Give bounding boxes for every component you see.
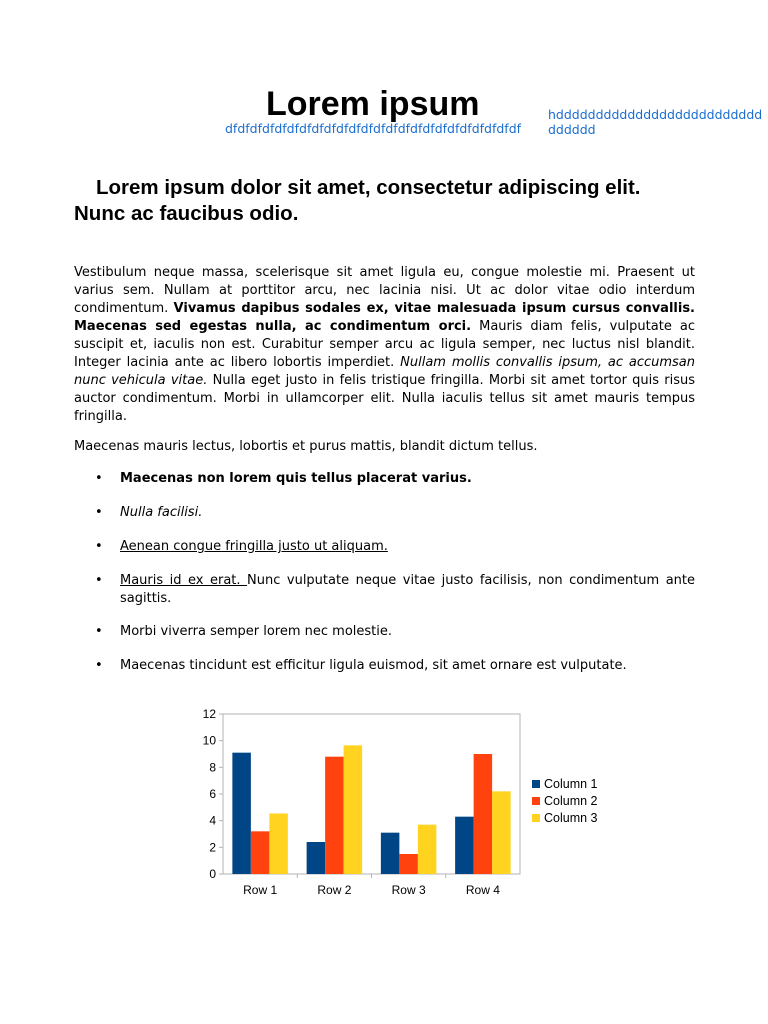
list-item — [74, 572, 695, 608]
bullet-icon: • — [95, 658, 103, 673]
paragraph-1 — [74, 264, 695, 426]
subtitle-right: hdddddddddddddddddddddddddddddddd — [548, 107, 763, 137]
bar — [474, 754, 493, 874]
y-tick-label: 6 — [209, 787, 216, 801]
paragraph-1-text-a: Vestibulum neque massa, scelerisque sit amet ligula eu, congue molestie mi. Praesent ut varius sem. Nullam at porttitor arcu, nec lacinia nisi. Ut ac dolor vitae odio interdum condimentum. — [74, 265, 695, 316]
paragraph-1-text-c: Nulla eget justo in felis tristique fringilla. Morbi sit amet tortor quis risus auctor condimentum. Morbi in ullamcorper elit. Nulla iaculis tellus sit amet mauris tempus fringilla. — [74, 373, 696, 424]
bullet-icon: • — [95, 539, 103, 554]
list-item — [74, 470, 695, 488]
bullet-icon: • — [95, 573, 103, 588]
bar — [455, 817, 474, 874]
y-tick-label: 10 — [202, 733, 216, 748]
bar — [399, 854, 418, 874]
y-tick-label: 2 — [209, 840, 216, 855]
document-heading: Lorem ipsum dolor sit amet, consectetur adipiscing elit. Nunc ac faucibus odio. — [74, 176, 641, 225]
bullet-icon: • — [95, 624, 103, 639]
list-item-text: Maecenas tincidunt est efficitur ligula euismod, sit amet ornare est vulputate. — [120, 658, 627, 673]
paragraph-1-text-b: Mauris diam felis, vulputate ac suscipit et, iaculis non est. Curabitur semper arcu ac ligula semper, nec luctus nisl blandit. Integer lacinia ante ac libero lobortis imperdiet. — [74, 319, 695, 370]
bar — [307, 842, 326, 874]
bar — [344, 745, 363, 874]
list-item — [74, 657, 695, 675]
bullet-list — [74, 470, 695, 691]
paragraph-2: Maecenas mauris lectus, lobortis et purus mattis, blandit dictum tellus. — [74, 439, 538, 454]
y-tick-label: 8 — [209, 760, 216, 775]
bar — [492, 791, 511, 874]
list-item — [74, 538, 695, 556]
legend-label: Column 2 — [544, 794, 598, 808]
list-item — [74, 623, 695, 641]
bar-chart — [190, 700, 630, 905]
y-tick-label: 12 — [202, 707, 216, 721]
bar — [381, 833, 400, 874]
document-title: Lorem ipsum — [266, 85, 480, 123]
x-tick-label: Row 4 — [465, 883, 500, 897]
list-item-text: Aenean congue fringilla justo ut aliquam. — [120, 539, 388, 554]
list-item-text: Morbi viverra semper lorem nec molestie. — [120, 624, 393, 639]
paragraph-1-italic: Nullam mollis convallis ipsum, ac accumsan nunc vehicula vitae. — [74, 355, 695, 388]
list-item-underlined: Mauris id ex erat. — [120, 573, 248, 588]
bullet-icon: • — [95, 505, 103, 520]
bullet-icon: • — [95, 471, 103, 486]
list-item-text: Maecenas non lorem quis tellus placerat varius. — [120, 471, 472, 486]
paragraph-1-bold: Vivamus dapibus sodales ex, vitae malesuada ipsum cursus convallis. Maecenas sed egestas nulla, ac condimentum orci. — [74, 301, 695, 334]
bar — [325, 757, 344, 874]
x-tick-label: Row 1 — [243, 883, 278, 897]
bar — [418, 825, 437, 874]
x-tick-label: Row 2 — [317, 883, 352, 897]
bar — [232, 753, 251, 874]
subtitle-left: dfdfdfdfdfdfdfdfdfdfdfdfdfdfdfdfdfdfdfdfdfdfdfdf — [225, 121, 522, 136]
y-tick-label: 4 — [209, 813, 216, 828]
y-tick-label: 0 — [209, 867, 216, 881]
list-item-text: Nunc vulputate neque vitae justo facilisis, non condimentum ante sagittis. — [120, 573, 696, 606]
bar — [269, 813, 288, 874]
legend-swatch — [532, 797, 540, 805]
bar — [251, 831, 270, 874]
list-item — [74, 504, 695, 522]
legend-label: Column 1 — [544, 777, 598, 791]
legend-label: Column 3 — [544, 811, 598, 825]
legend-swatch — [532, 780, 540, 788]
legend-swatch — [532, 814, 540, 822]
list-item-text: Nulla facilisi. — [120, 505, 203, 520]
x-tick-label: Row 3 — [391, 883, 426, 897]
